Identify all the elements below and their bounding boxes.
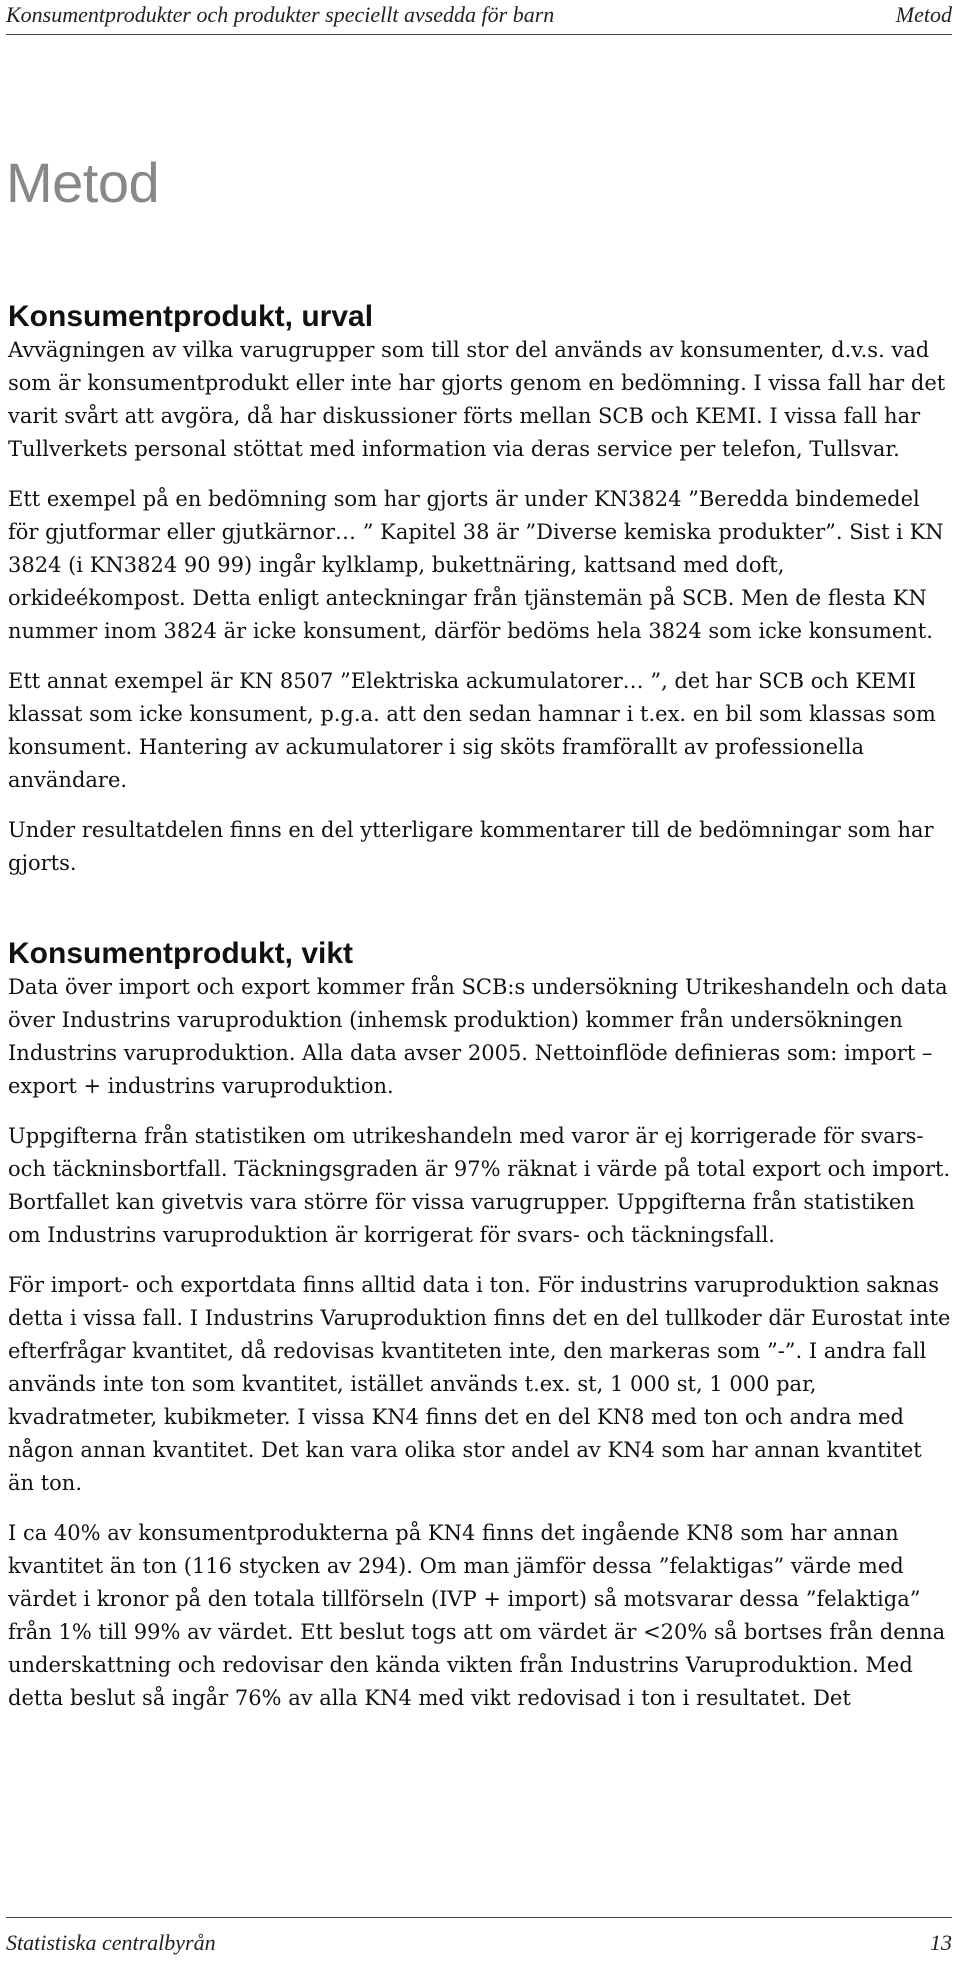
running-header-chapter: Metod bbox=[895, 2, 952, 27]
paragraph: Uppgifterna från statistiken om utrikeshandeln med varor är ej korrigerade för svars- och täckninsbortfall. Täckningsgraden är 97% räknat i värde på total export och import. Bortfallet kan givetvis vara större för vissa varugrupper. Uppgifterna från statistiken om Industrins varuproduktion är korrigerat för svars- och täckningsfall. bbox=[8, 1124, 951, 1247]
paragraph: I ca 40% av konsumentprodukterna på KN4 finns det ingående KN8 som har annan kvantitet än ton (116 stycken av 294). Om man jämför dessa ”felaktigas” värde med värdet i kronor på den totala tillförseln (IVP + import) så motsvarar dessa ”felaktiga” från 1% till 99% av värdet. Ett beslut togs att om värdet är <20% så bortses från denna underskattning och redovisar den kända vikten från Industrins Varuproduktion. Med detta beslut så ingår 76% av alla KN4 med vikt redovisad i ton i resultatet. Det bbox=[8, 1521, 946, 1710]
running-header-title: Konsumentprodukter och produkter speciellt avsedda för barn bbox=[6, 2, 555, 27]
chapter-title: Metod bbox=[6, 151, 160, 214]
page-footer bbox=[6, 1928, 952, 1958]
paragraph: För import- och exportdata finns alltid data i ton. För industrins varuproduktion saknas detta i vissa fall. I Industrins Varuproduktion finns det en del tullkoder där Eurostat inte efterfrågar kvantitet, då redovisas kvantiteten inte, den markeras som ”-”. I andra fall används inte ton som kvantitet, istället används t.ex. st, 1 000 st, 1 000 par, kvadratmeter, kubikmeter. I vissa KN4 finns det en del KN8 med ton och andra med någon annan kvantitet. Det kan vara olika stor andel av KN4 som har annan kvantitet än ton. bbox=[8, 1273, 951, 1495]
running-header bbox=[6, 0, 952, 30]
footer-rule bbox=[6, 1917, 952, 1918]
paragraph: Ett exempel på en bedömning som har gjorts är under KN3824 ”Beredda bindemedel för gjutformar eller gjutkärnor… ” Kapitel 38 är ”Diverse kemiska produkter”. Sist i KN 3824 (i KN3824 90 99) ingår kylklamp, bukettnäring, kattsand med doft, orkideékompost. Detta enligt anteckningar från tjänstemän på SCB. Men de flesta KN nummer inom 3824 är icke konsument, därför bedöms hela 3824 som icke konsument. bbox=[8, 487, 944, 643]
paragraph: Avvägningen av vilka varugrupper som till stor del används av konsumenter, d.v.s. vad som är konsumentprodukt eller inte har gjorts genom en bedömning. I vissa fall har det varit svårt att avgöra, då har diskussioner förts mellan SCB och KEMI. I vissa fall har Tullverkets personal stöttat med information via deras service per telefon, Tullsvar. bbox=[8, 338, 946, 461]
paragraph: Ett annat exempel är KN 8507 ”Elektriska ackumulatorer… ”, det har SCB och KEMI klassat som icke konsument, p.g.a. att den sedan hamnar i t.ex. en bil som klassas som konsument. Hantering av ackumulatorer i sig sköts framförallt av professionella användare. bbox=[8, 669, 936, 792]
footer-publisher: Statistiska centralbyrån bbox=[6, 1930, 216, 1955]
body-content bbox=[8, 300, 952, 1732]
paragraph: Under resultatdelen finns en del ytterligare kommentarer till de bedömningar som har gjorts. bbox=[8, 818, 934, 875]
page-number: 13 bbox=[930, 1930, 952, 1955]
paragraph: Data över import och export kommer från SCB:s undersökning Utrikeshandeln och data över Industrins varuproduktion (inhemsk produktion) kommer från undersökningen Industrins varuproduktion. Alla data avser 2005. Nettoinflöde definieras som: import – export + industrins varuproduktion. bbox=[8, 975, 948, 1098]
header-rule bbox=[6, 34, 952, 35]
section-heading-vikt: Konsumentprodukt, vikt bbox=[8, 937, 354, 970]
section-heading-urval: Konsumentprodukt, urval bbox=[8, 300, 374, 333]
